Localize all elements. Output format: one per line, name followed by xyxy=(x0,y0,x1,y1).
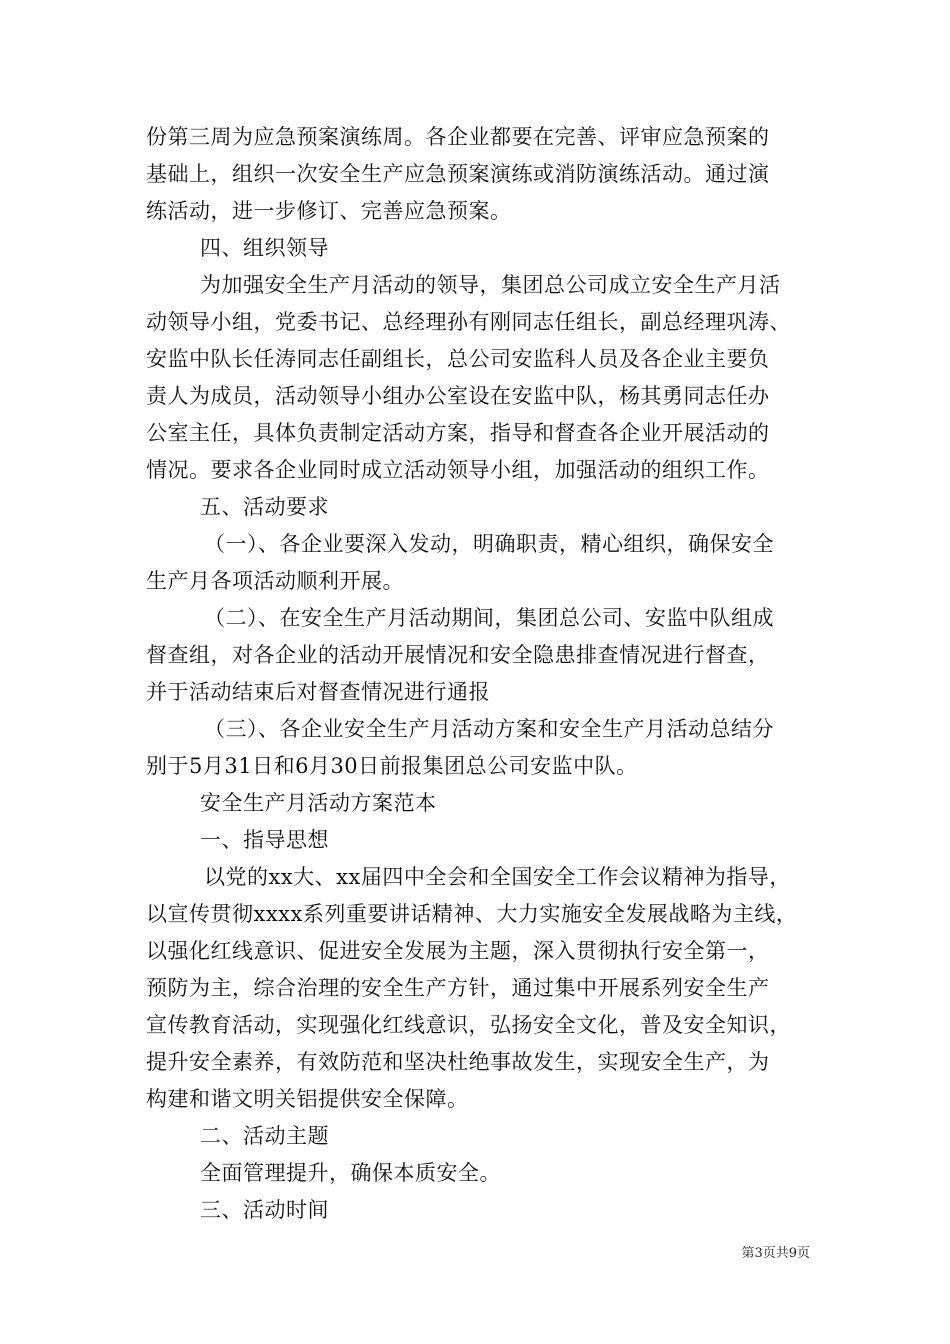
text-line: 别于5月31日和6月30日前报集团总公司安监中队。 xyxy=(146,754,638,778)
text-line: 动领导小组，党委书记、总经理孙有刚同志任组长，副总经理巩涛、 xyxy=(146,310,791,334)
text-line: 全面管理提升，确保本质安全。 xyxy=(200,1161,501,1185)
section-heading: 三、活动时间 xyxy=(200,1198,329,1222)
text-line: 宣传教育活动，实现强化红线意识，弘扬安全文化，普及安全知识， xyxy=(146,1013,791,1037)
text-line: （三）、各企业安全生产月活动方案和安全生产月活动总结分 xyxy=(204,717,774,741)
section-heading: 五、活动要求 xyxy=(200,495,329,519)
text-line: 份第三周为应急预案演练周。各企业都要在完善、评审应急预案的 xyxy=(146,125,770,149)
text-line: （一）、各企业要深入发动，明确职责，精心组织，确保安全 xyxy=(204,532,774,556)
text-line: 以强化红线意识、促进安全发展为主题，深入贯彻执行安全第一， xyxy=(146,939,770,963)
text-line: 练活动，进一步修订、完善应急预案。 xyxy=(146,199,512,223)
text-line: 以宣传贯彻xxxx系列重要讲话精神、大力实施安全发展战略为主线， xyxy=(146,902,798,926)
text-line: 情况。要求各企业同时成立活动领导小组，加强活动的组织工作。 xyxy=(146,458,770,482)
text-line: 责人为成员，活动领导小组办公室设在安监中队，杨其勇同志任办 xyxy=(146,384,770,408)
text-line: 督查组，对各企业的活动开展情况和安全隐患排查情况进行督查， xyxy=(146,643,770,667)
text-line: 生产月各项活动顺利开展。 xyxy=(146,569,404,593)
section-heading: 四、组织领导 xyxy=(200,236,329,260)
section-heading: 二、活动主题 xyxy=(200,1124,329,1148)
page-number: 第3页共9页 xyxy=(741,1246,810,1261)
text-line: 并于活动结束后对督查情况进行通报 xyxy=(146,680,490,704)
text-line: 构建和谐文明关铝提供安全保障。 xyxy=(146,1087,469,1111)
text-line: （二）、在安全生产月活动期间，集团总公司、安监中队组成 xyxy=(204,606,774,630)
text-line: 公室主任，具体负责制定活动方案，指导和督查各企业开展活动的 xyxy=(146,421,770,445)
document-title: 安全生产月活动方案范本 xyxy=(200,791,437,815)
text-line: 基础上，组织一次安全生产应急预案演练或消防演练活动。通过演 xyxy=(146,162,770,186)
section-heading: 一、指导思想 xyxy=(200,828,329,852)
text-line: 提升安全素养，有效防范和坚决杜绝事故发生，实现安全生产，为 xyxy=(146,1050,770,1074)
text-line: 安监中队长任涛同志任副组长，总公司安监科人员及各企业主要负 xyxy=(146,347,770,371)
text-line: 以党的xx大、xx届四中全会和全国安全工作会议精神为指导， xyxy=(204,865,791,889)
text-line: 为加强安全生产月活动的领导，集团总公司成立安全生产月活 xyxy=(200,273,781,297)
text-line: 预防为主，综合治理的安全生产方针，通过集中开展系列安全生产 xyxy=(146,976,770,1000)
